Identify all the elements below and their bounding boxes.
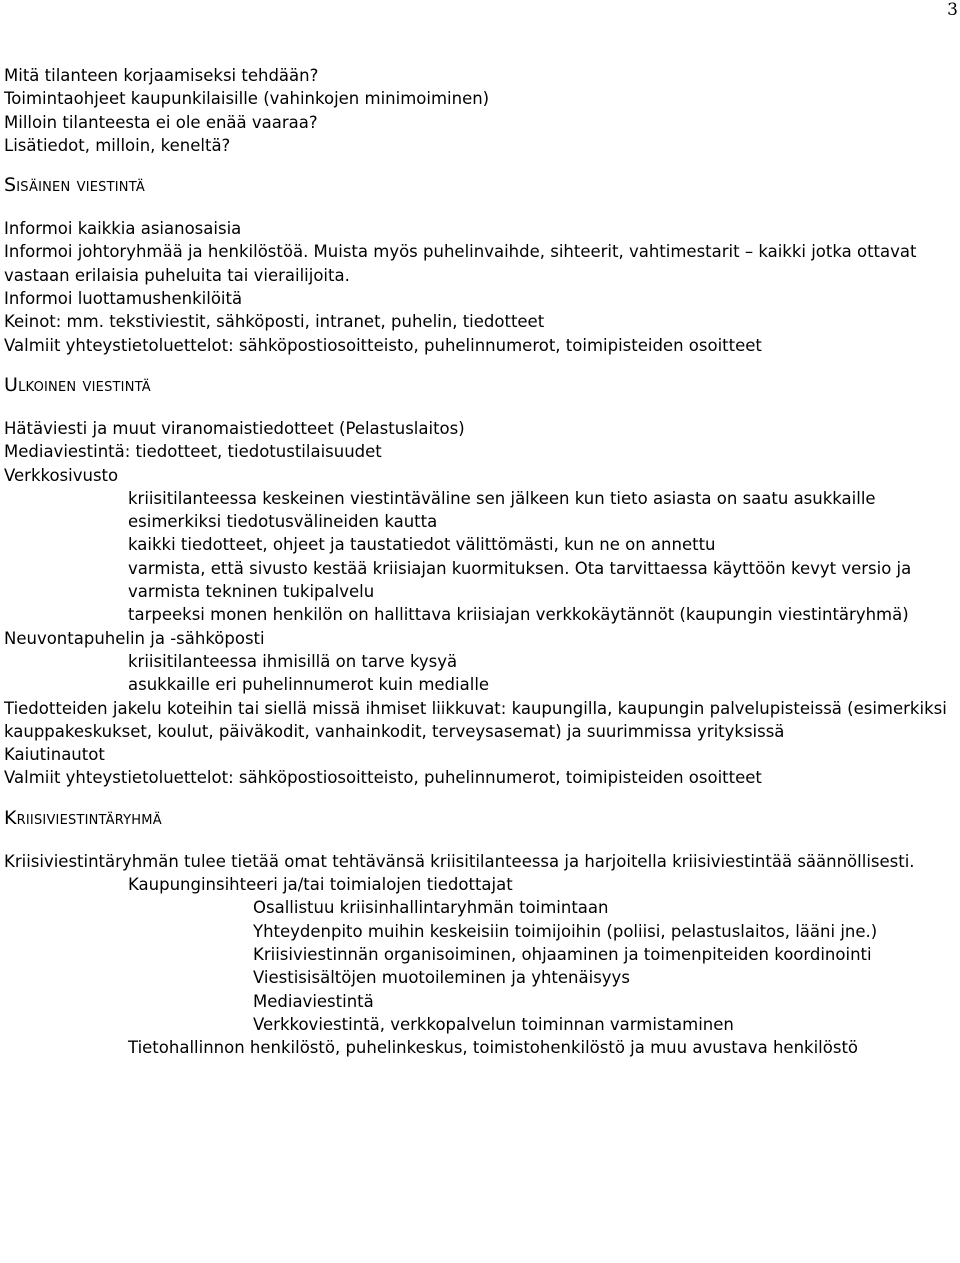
list-item: Valmiit yhteystietoluettelot: sähköpostiosoitteisto, puhelinnumerot, toimipisteiden osoitteet bbox=[4, 335, 762, 355]
sub-item: Osallistuu kriisinhallintaryhmän toimintaan bbox=[253, 898, 609, 918]
list-item: Informoi luottamushenkilöitä bbox=[4, 289, 243, 309]
intro-line: Toimintaohjeet kaupunkilaisille (vahinkojen minimoiminen) bbox=[4, 89, 490, 109]
sub-item: kriisitilanteessa keskeinen viestintäväline sen jälkeen kun tieto asiasta on saatu asukkaille esimerkiksi tiedotusvälineiden kautta bbox=[128, 488, 876, 532]
sisainen-section bbox=[4, 173, 954, 357]
list-item: Informoi johtoryhmää ja henkilöstöä. Muista myös puhelinvaihde, sihteerit, vahtimestarit – kaikki jotka ottavat vastaan erilaisia puheluita tai vierailijoita. bbox=[4, 242, 917, 285]
sub-item: Mediaviestintä bbox=[253, 991, 374, 1011]
intro-line: Mitä tilanteen korjaamiseksi tehdään? bbox=[4, 66, 319, 85]
sub-item: kaikki tiedotteet, ohjeet ja taustatiedot välittömästi, kun ne on annettu bbox=[128, 535, 716, 555]
sub-item: Yhteydenpito muihin keskeisiin toimijoihin (poliisi, pelastuslaitos, lääni jne.) bbox=[253, 921, 878, 941]
list-label: Kaupunginsihteeri ja/tai toimialojen tiedottajat bbox=[128, 875, 513, 895]
list-item: Hätäviesti ja muut viranomaistiedotteet (Pelastuslaitos) bbox=[4, 418, 465, 438]
list-label: Verkkosivusto bbox=[4, 465, 119, 485]
kriisi-section bbox=[4, 806, 954, 1060]
sub-item: Verkkoviestintä, verkkopalvelun toiminnan varmistaminen bbox=[253, 1014, 734, 1034]
sub-item: Viestisisältöjen muotoileminen ja yhtenäisyys bbox=[253, 968, 630, 988]
list-item: Valmiit yhteystietoluettelot: sähköpostiosoitteisto, puhelinnumerot, toimipisteiden osoitteet bbox=[4, 768, 762, 788]
sub-item: varmista, että sivusto kestää kriisiajan kuormituksen. Ota tarvittaessa käyttöön kevyt versio ja varmista tekninen tukipalvelu bbox=[128, 558, 912, 602]
list-item: Tietohallinnon henkilöstö, puhelinkeskus, toimistohenkilöstö ja muu avustava henkilöstö bbox=[128, 1038, 859, 1058]
section-heading: Kriisiviestintäryhmä bbox=[4, 806, 162, 829]
sub-item: asukkaille eri puhelinnumerot kuin medialle bbox=[128, 675, 490, 695]
intro-section bbox=[4, 64, 954, 157]
ulkoinen-section bbox=[4, 373, 954, 790]
list-item: Keinot: mm. tekstiviestit, sähköposti, intranet, puhelin, tiedotteet bbox=[4, 312, 545, 332]
list-label: Neuvontapuhelin ja -sähköposti bbox=[4, 628, 265, 648]
document-body bbox=[4, 64, 954, 1059]
sub-item: Kriisiviestinnän organisoiminen, ohjaaminen ja toimenpiteiden koordinointi bbox=[253, 944, 872, 964]
sub-item: tarpeeksi monen henkilön on hallittava kriisiajan verkkokäytännöt (kaupungin viestintäryhmä) bbox=[128, 605, 909, 625]
intro-line: Milloin tilanteesta ei ole enää vaaraa? bbox=[4, 112, 318, 132]
intro-line: Lisätiedot, milloin, keneltä? bbox=[4, 135, 231, 155]
section-heading: Sisäinen viestintä bbox=[4, 174, 145, 197]
list-item: Informoi kaikkia asianosaisia bbox=[4, 219, 242, 239]
section-heading: Ulkoinen viestintä bbox=[4, 373, 151, 396]
list-item: Tiedotteiden jakelu koteihin tai siellä missä ihmiset liikkuvat: kaupungilla, kaupungin palvelupisteissä (esimerkiksi kauppakeskukset, koulut, päiväkodit, vanhainkodit, terveysasemat) ja suurimmissa yrityksissä bbox=[4, 698, 947, 741]
paragraph: Kriisiviestintäryhmän tulee tietää omat tehtävänsä kriisitilanteessa ja harjoitella kriisiviestintää säännöllisesti. bbox=[4, 851, 915, 871]
list-item: Mediaviestintä: tiedotteet, tiedotustilaisuudet bbox=[4, 442, 382, 462]
sub-item: kriisitilanteessa ihmisillä on tarve kysyä bbox=[128, 651, 458, 671]
list-item: Kaiutinautot bbox=[4, 745, 105, 765]
page-number: 3 bbox=[947, 0, 958, 20]
